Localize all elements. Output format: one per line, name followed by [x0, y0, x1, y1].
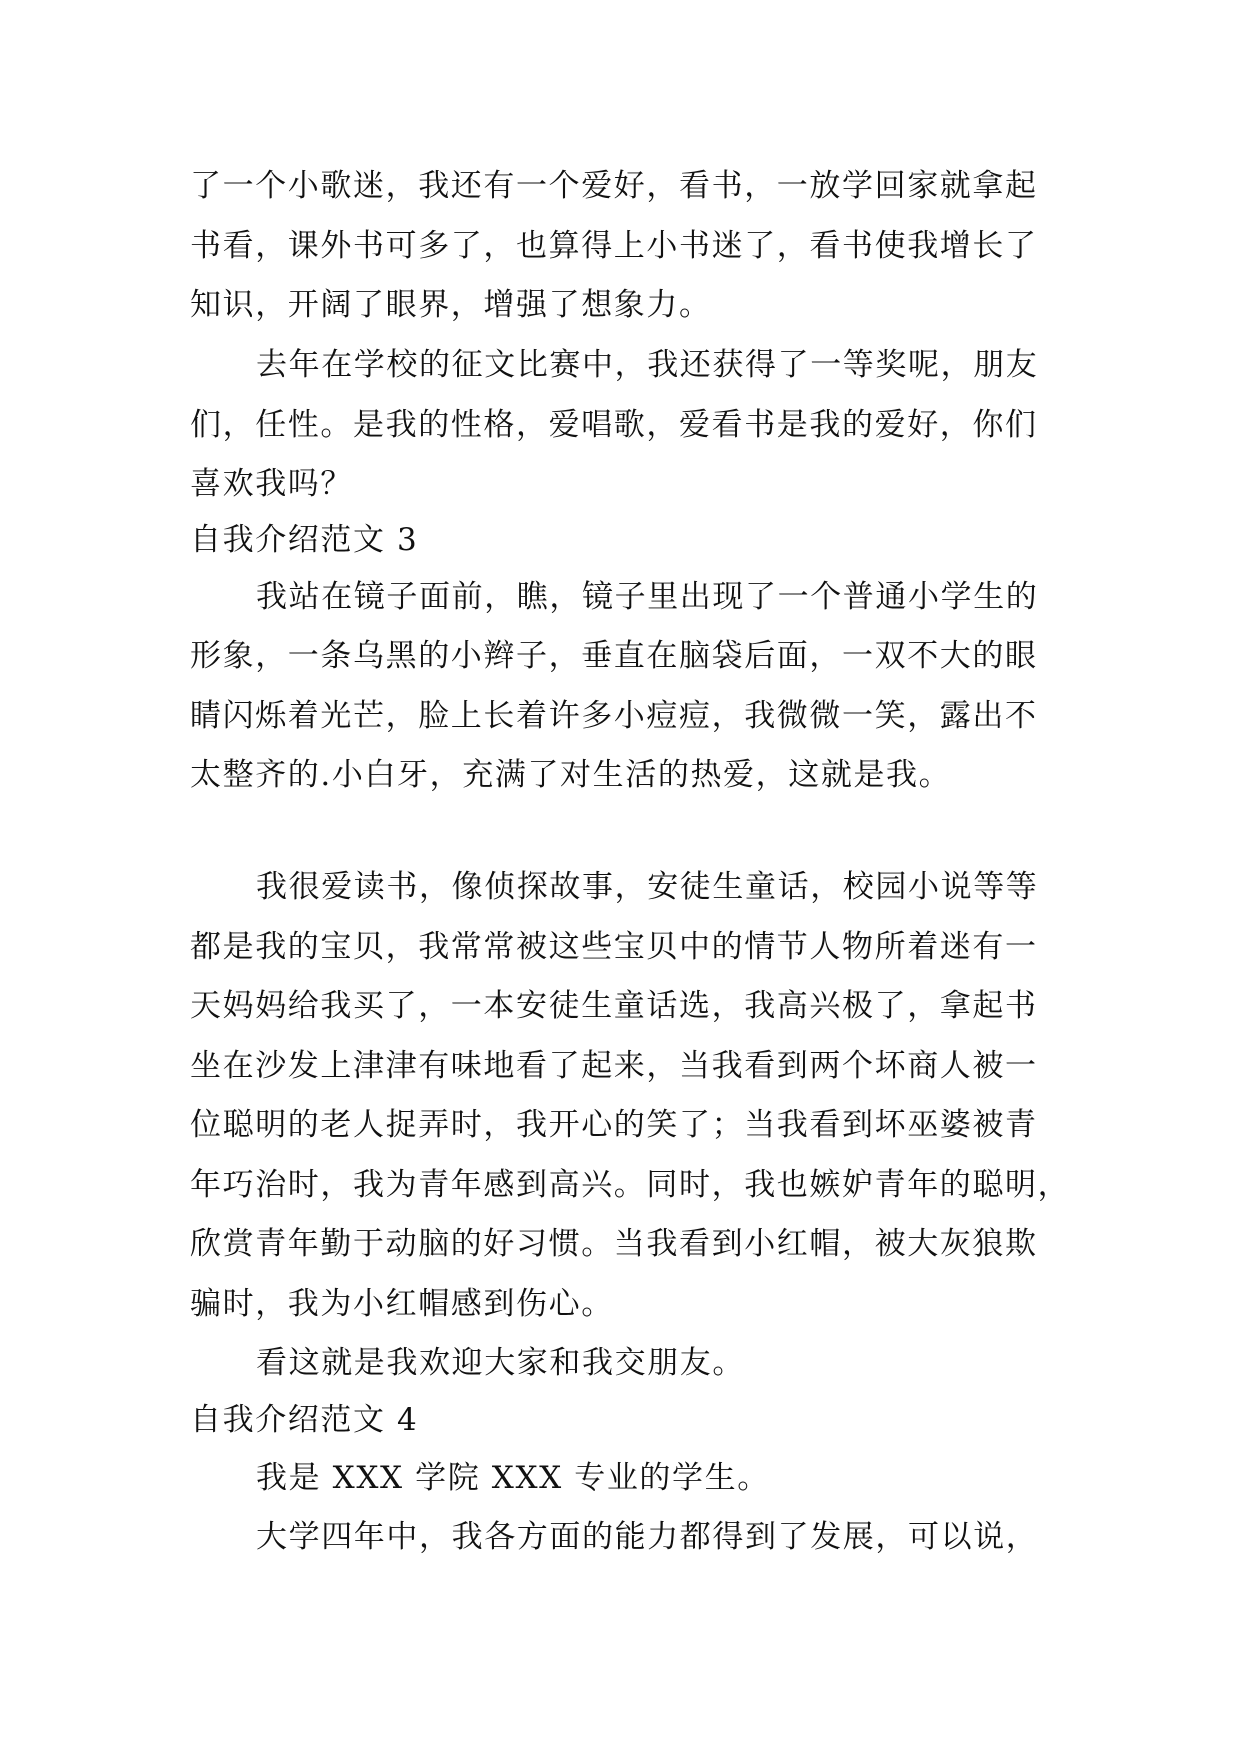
section-heading: 自我介绍范文 4: [190, 1402, 419, 1438]
paragraph-line: 位聪明的老人捉弄时，我开心的笑了；当我看到坏巫婆被青: [190, 1107, 1038, 1143]
paragraph-line: 太整齐的.小白牙，充满了对生活的热爱，这就是我。: [190, 757, 952, 793]
paragraph-line: 都是我的宝贝，我常常被这些宝贝中的情节人物所着迷有一: [190, 929, 1038, 965]
paragraph-line: 喜欢我吗？: [190, 466, 353, 502]
paragraph-line: 我是 XXX 学院 XXX 专业的学生。: [256, 1460, 770, 1496]
paragraph-line: 欣赏青年勤于动脑的好习惯。当我看到小红帽，被大灰狼欺: [190, 1226, 1038, 1262]
paragraph-line: 年巧治时，我为青年感到高兴。同时，我也嫉妒青年的聪明，: [190, 1167, 1071, 1203]
paragraph-line: 我站在镜子面前，瞧，镜子里出现了一个普通小学生的: [256, 579, 1039, 615]
paragraph-line: 了一个小歌迷，我还有一个爱好，看书，一放学回家就拿起: [190, 168, 1038, 204]
paragraph-line: 看这就是我欢迎大家和我交朋友。: [256, 1345, 745, 1381]
paragraph-line: 天妈妈给我买了，一本安徒生童话选，我高兴极了，拿起书: [190, 988, 1038, 1024]
paragraph-line: 坐在沙发上津津有味地看了起来，当我看到两个坏商人被一: [190, 1048, 1038, 1084]
paragraph-line: 大学四年中，我各方面的能力都得到了发展，可以说，: [256, 1519, 1039, 1555]
paragraph-line: 去年在学校的征文比赛中，我还获得了一等奖呢，朋友: [256, 347, 1039, 383]
paragraph-line: 骗时，我为小红帽感到伤心。: [190, 1286, 614, 1322]
paragraph-line: 们，任性。是我的性格，爱唱歌，爱看书是我的爱好，你们: [190, 407, 1038, 443]
section-heading: 自我介绍范文 3: [190, 522, 419, 558]
paragraph-line: 书看，课外书可多了，也算得上小书迷了，看书使我增长了: [190, 228, 1038, 264]
paragraph-line: 睛闪烁着光芒，脸上长着许多小痘痘，我微微一笑，露出不: [190, 698, 1038, 734]
paragraph-line: 知识，开阔了眼界，增强了想象力。: [190, 287, 712, 323]
paragraph-line: 我很爱读书，像侦探故事，安徒生童话，校园小说等等: [256, 869, 1039, 905]
paragraph-line: 形象，一条乌黑的小辫子，垂直在脑袋后面，一双不大的眼: [190, 638, 1038, 674]
